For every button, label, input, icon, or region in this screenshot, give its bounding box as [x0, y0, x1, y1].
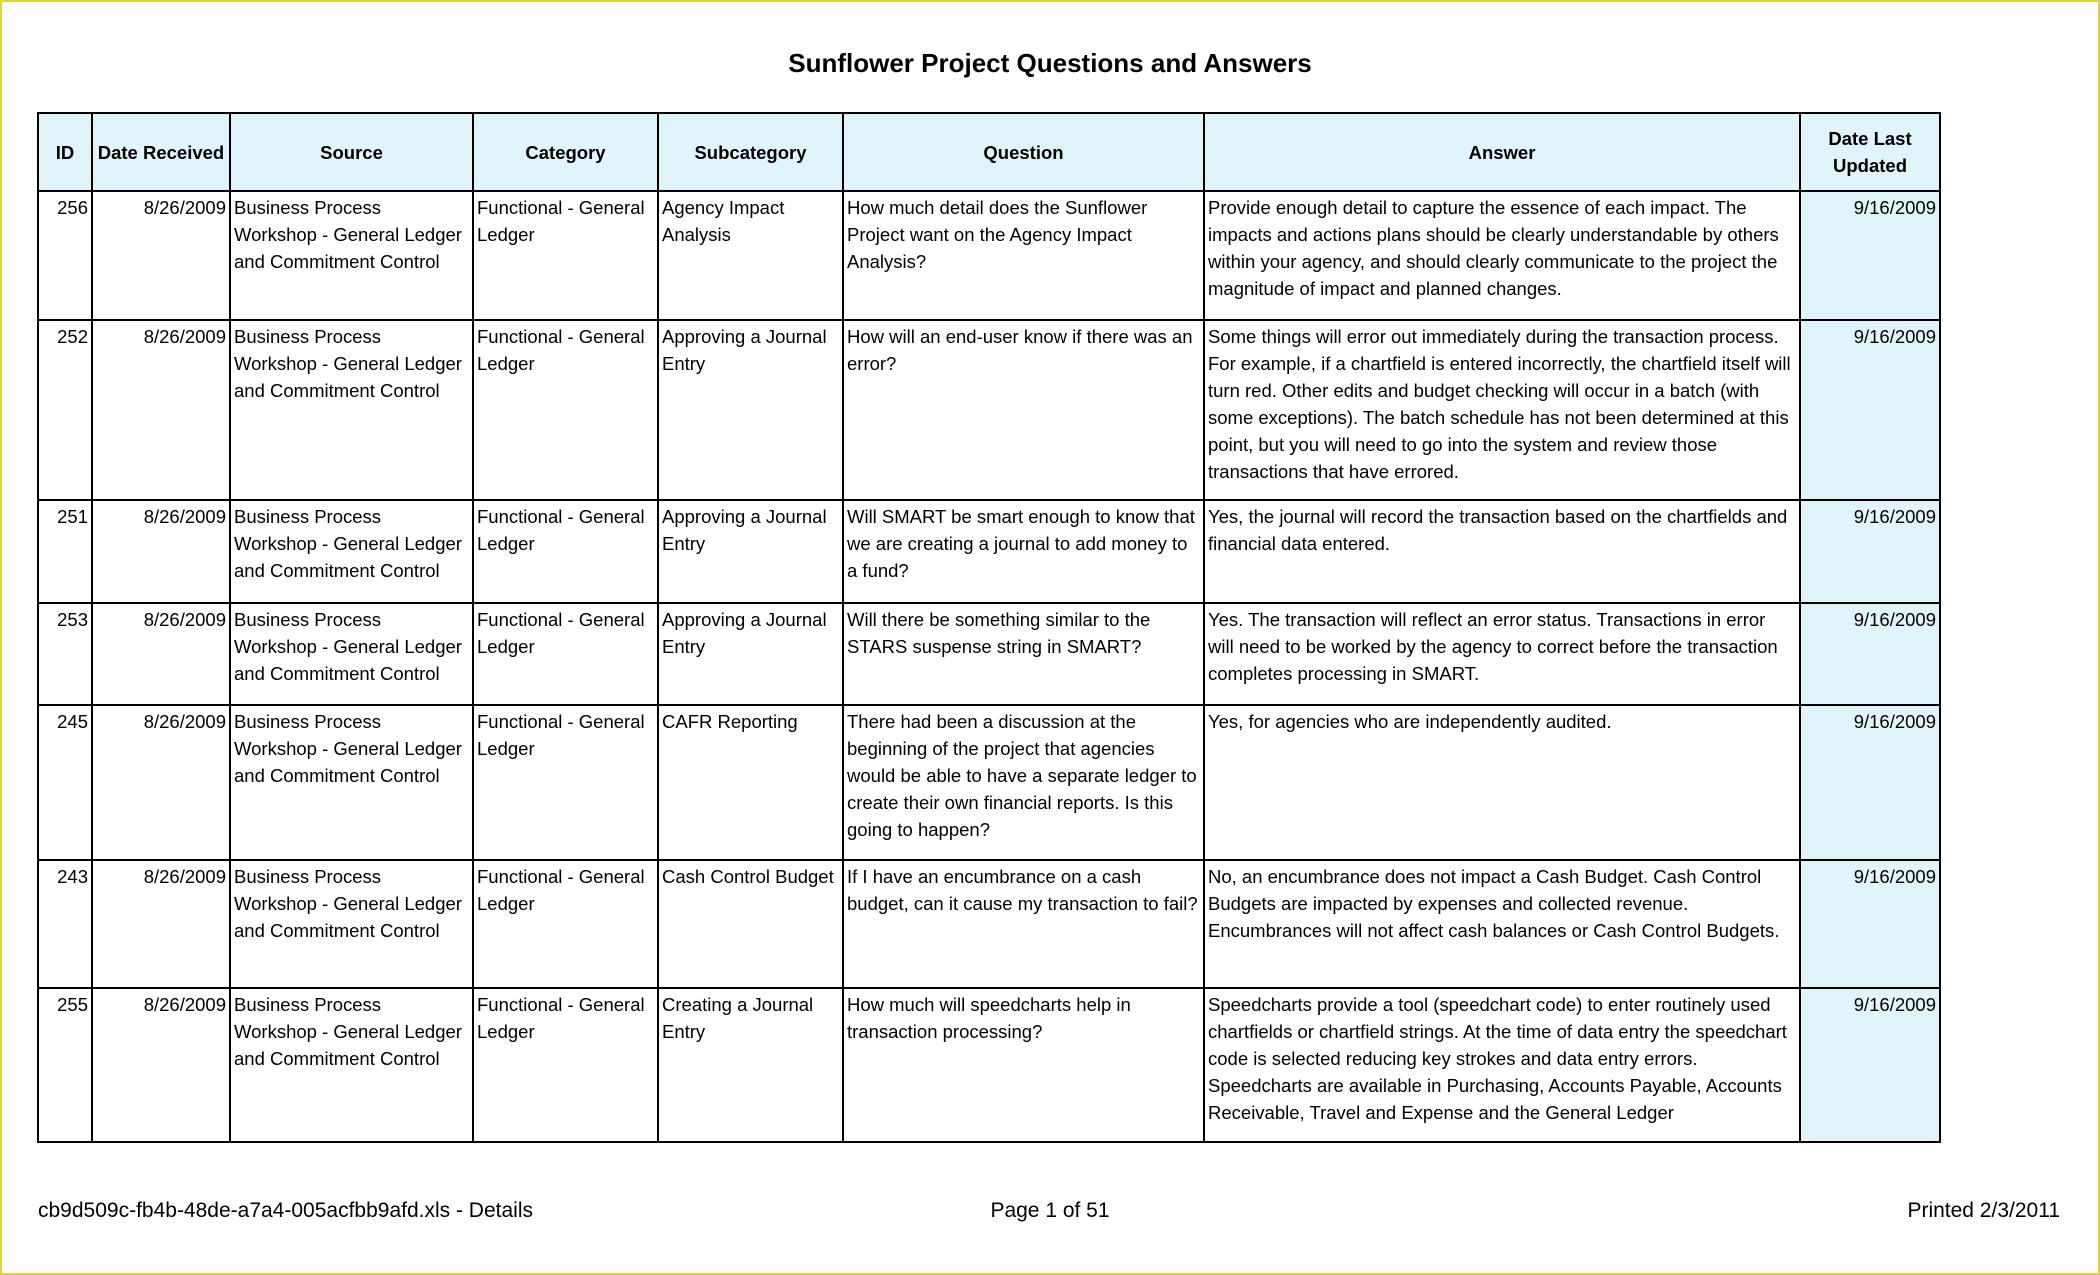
cell-date-updated: 9/16/2009 [1800, 705, 1940, 860]
cell-question: If I have an encumbrance on a cash budget, can it cause my transaction to fail? [843, 860, 1204, 988]
cell-date-received: 8/26/2009 [92, 705, 230, 860]
cell-answer: Yes. The transaction will reflect an error status. Transactions in error will need to be worked by the agency to correct before the transaction completes processing in SMART. [1204, 603, 1800, 705]
cell-subcategory: Approving a Journal Entry [658, 500, 843, 603]
cell-source: Business Process Workshop - General Ledger and Commitment Control [230, 860, 473, 988]
cell-category: Functional - General Ledger [473, 988, 658, 1142]
cell-source: Business Process Workshop - General Ledger and Commitment Control [230, 603, 473, 705]
column-header-subcategory: Subcategory [658, 113, 843, 191]
table-row [38, 705, 1940, 860]
cell-category: Functional - General Ledger [473, 603, 658, 705]
cell-source: Business Process Workshop - General Ledger and Commitment Control [230, 191, 473, 320]
table-row [38, 603, 1940, 705]
cell-date-updated: 9/16/2009 [1800, 320, 1940, 500]
footer-page-number: Page 1 of 51 [990, 1199, 1110, 1222]
cell-id: 253 [38, 603, 92, 705]
cell-question: There had been a discussion at the beginning of the project that agencies would be able to have a separate ledger to create their own financial reports. Is this going to happen? [843, 705, 1204, 860]
column-header-answer: Answer [1204, 113, 1800, 191]
cell-category: Functional - General Ledger [473, 191, 658, 320]
cell-date-received: 8/26/2009 [92, 500, 230, 603]
cell-question: Will there be something similar to the STARS suspense string in SMART? [843, 603, 1204, 705]
cell-id: 252 [38, 320, 92, 500]
cell-source: Business Process Workshop - General Ledger and Commitment Control [230, 988, 473, 1142]
table-row [38, 320, 1940, 500]
cell-date-received: 8/26/2009 [92, 191, 230, 320]
cell-source: Business Process Workshop - General Ledger and Commitment Control [230, 320, 473, 500]
qa-table [37, 112, 1941, 1143]
cell-category: Functional - General Ledger [473, 500, 658, 603]
cell-date-received: 8/26/2009 [92, 603, 230, 705]
cell-date-updated: 9/16/2009 [1800, 191, 1940, 320]
cell-date-received: 8/26/2009 [92, 860, 230, 988]
cell-date-received: 8/26/2009 [92, 320, 230, 500]
footer-file-name: cb9d509c-fb4b-48de-a7a4-005acfbb9afd.xls - Details [38, 1199, 533, 1222]
table-header-row [38, 113, 1940, 191]
table-row [38, 988, 1940, 1142]
column-header-source: Source [230, 113, 473, 191]
cell-question: How will an end-user know if there was an error? [843, 320, 1204, 500]
column-header-date-received: Date Received [92, 113, 230, 191]
column-header-category: Category [473, 113, 658, 191]
page-title: Sunflower Project Questions and Answers [788, 48, 1312, 78]
cell-subcategory: CAFR Reporting [658, 705, 843, 860]
cell-question: How much detail does the Sunflower Project want on the Agency Impact Analysis? [843, 191, 1204, 320]
cell-source: Business Process Workshop - General Ledger and Commitment Control [230, 705, 473, 860]
cell-subcategory: Approving a Journal Entry [658, 320, 843, 500]
cell-question: How much will speedcharts help in transaction processing? [843, 988, 1204, 1142]
cell-answer: Speedcharts provide a tool (speedchart code) to enter routinely used chartfields or chartfield strings. At the time of data entry the speedchart code is selected reducing key strokes and data entry errors. Speedcharts are available in Purchasing, Accounts Payable, Accounts Receivable, Travel and Expense and the General Ledger [1204, 988, 1800, 1142]
cell-subcategory: Agency Impact Analysis [658, 191, 843, 320]
column-header-id: ID [38, 113, 92, 191]
cell-answer: No, an encumbrance does not impact a Cash Budget. Cash Control Budgets are impacted by expenses and collected revenue. Encumbrances will not affect cash balances or Cash Control Budgets. [1204, 860, 1800, 988]
table-row [38, 191, 1940, 320]
cell-id: 251 [38, 500, 92, 603]
cell-id: 243 [38, 860, 92, 988]
cell-id: 245 [38, 705, 92, 860]
table-row [38, 860, 1940, 988]
cell-id: 255 [38, 988, 92, 1142]
footer-printed-date: Printed 2/3/2011 [1907, 1199, 2060, 1222]
cell-answer: Provide enough detail to capture the essence of each impact. The impacts and actions plans should be clearly understandable by others within your agency, and should clearly communicate to the project the magnitude of impact and planned changes. [1204, 191, 1800, 320]
cell-date-received: 8/26/2009 [92, 988, 230, 1142]
cell-date-updated: 9/16/2009 [1800, 860, 1940, 988]
cell-category: Functional - General Ledger [473, 860, 658, 988]
cell-date-updated: 9/16/2009 [1800, 603, 1940, 705]
cell-answer: Yes, the journal will record the transaction based on the chartfields and financial data entered. [1204, 500, 1800, 603]
cell-category: Functional - General Ledger [473, 320, 658, 500]
cell-date-updated: 9/16/2009 [1800, 500, 1940, 603]
cell-category: Functional - General Ledger [473, 705, 658, 860]
column-header-date-last-updated: Date Last Updated [1800, 113, 1940, 191]
cell-answer: Yes, for agencies who are independently audited. [1204, 705, 1800, 860]
cell-subcategory: Creating a Journal Entry [658, 988, 843, 1142]
table-row [38, 500, 1940, 603]
cell-id: 256 [38, 191, 92, 320]
cell-date-updated: 9/16/2009 [1800, 988, 1940, 1142]
cell-answer: Some things will error out immediately during the transaction process. For example, if a chartfield is entered incorrectly, the chartfield itself will turn red. Other edits and budget checking will occur in a batch (with some exceptions). The batch schedule has not been determined at this point, but you will need to go into the system and review those transactions that have errored. [1204, 320, 1800, 500]
cell-subcategory: Cash Control Budget [658, 860, 843, 988]
column-header-question: Question [843, 113, 1204, 191]
cell-source: Business Process Workshop - General Ledger and Commitment Control [230, 500, 473, 603]
cell-question: Will SMART be smart enough to know that we are creating a journal to add money to a fund? [843, 500, 1204, 603]
cell-subcategory: Approving a Journal Entry [658, 603, 843, 705]
